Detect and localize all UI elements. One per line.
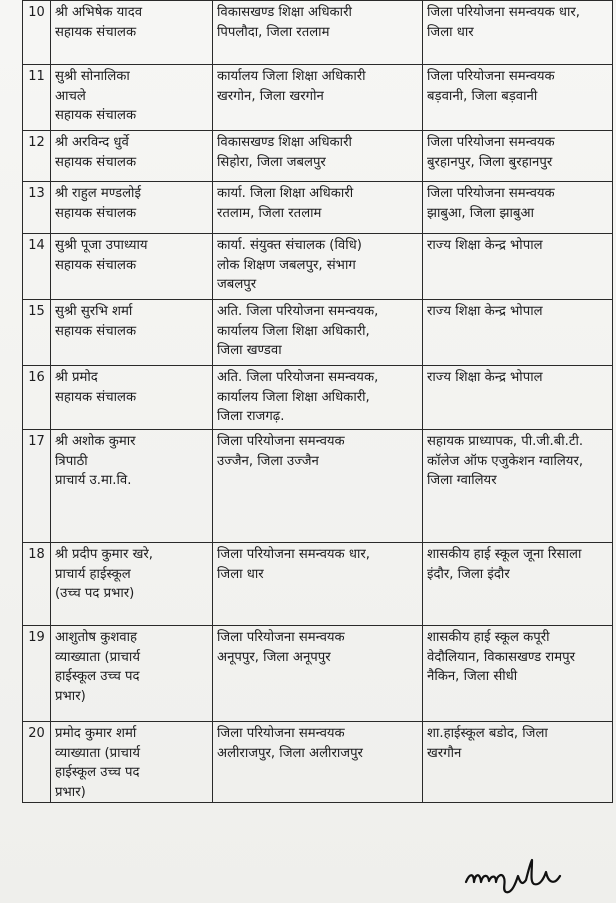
cell-text-line: जिला परियोजना समन्वयक धार,: [427, 5, 580, 20]
current-posting-cell: [213, 65, 423, 131]
cell-text-line: सहायक संचालक: [55, 323, 137, 339]
table-row: [23, 300, 613, 366]
cell-text-line: श्री अरविन्द धुर्वे: [55, 135, 129, 150]
cell-text-line: लोक शिक्षण जबलपुर, संभाग: [217, 257, 356, 273]
serial-number-cell: 19: [23, 626, 51, 722]
cell-text-line: बुरहानपुर, जिला बुरहानपुर: [427, 154, 553, 170]
current-posting-cell: [213, 131, 423, 182]
serial-number-cell: 18: [23, 543, 51, 626]
table-row: [23, 430, 613, 543]
cell-text-line: जिला धार: [217, 566, 264, 582]
cell-text-line: बड़वानी, जिला बड़वानी: [427, 88, 538, 104]
new-posting-cell: [423, 300, 613, 366]
table-row: [23, 182, 613, 234]
cell-text-line: जिला परियोजना समन्वयक: [427, 135, 555, 150]
cell-text-line: आशुतोष कुशवाह: [55, 630, 138, 645]
cell-text-line: जिला परियोजना समन्वयक: [217, 630, 345, 645]
serial-number-cell: 17: [23, 430, 51, 543]
cell-text-line: श्री प्रदीप कुमार खरे,: [55, 547, 153, 562]
cell-text-line: हाईस्कूल उच्च पद: [55, 765, 140, 780]
cell-text-line: श्री प्रमोद: [55, 370, 98, 385]
current-posting-cell: [213, 722, 423, 803]
cell-text-line: राज्य शिक्षा केन्द्र भोपाल: [427, 370, 543, 385]
cell-text-line: जिला ग्वालियर: [427, 473, 497, 488]
cell-text-line: विकासखण्ड शिक्षा अधिकारी: [217, 5, 352, 20]
cell-text-line: श्री राहुल मण्डलोई: [55, 186, 141, 201]
table-row: [23, 65, 613, 131]
cell-text-line: कार्यालय जिला शिक्षा अधिकारी,: [217, 389, 370, 405]
officer-name-cell: [51, 626, 213, 722]
current-posting-cell: [213, 366, 423, 430]
cell-text-line: सहायक प्राध्यापक, पी.जी.बी.टी.: [427, 434, 584, 449]
serial-number-cell: 11: [23, 65, 51, 131]
serial-number-cell: 10: [23, 1, 51, 65]
cell-text-line: खरगौन: [427, 745, 462, 761]
cell-text-line: झाबुआ, जिला झाबुआ: [427, 205, 534, 221]
officer-name-cell: [51, 131, 213, 182]
current-posting-cell: [213, 430, 423, 543]
cell-text-line: प्रभार): [55, 784, 86, 800]
cell-text-line: रतलाम, जिला रतलाम: [217, 205, 322, 221]
current-posting-cell: [213, 182, 423, 234]
table-row: [23, 543, 613, 626]
officer-name-cell: [51, 543, 213, 626]
cell-text-line: सुश्री पूजा उपाध्याय: [55, 238, 148, 253]
serial-number-cell: 20: [23, 722, 51, 803]
cell-text-line: व्याख्याता (प्राचार्य: [55, 649, 140, 665]
table-row: [23, 626, 613, 722]
serial-number-cell: 12: [23, 131, 51, 182]
cell-text-line: प्रभार): [55, 688, 86, 704]
cell-text-line: त्रिपाठी: [55, 453, 88, 469]
table-row: [23, 1, 613, 65]
cell-text-line: वेदौलियान, विकासखण्ड रामपुर: [427, 649, 575, 665]
cell-text-line: शासकीय हाई स्कूल जूना रिसाला: [427, 547, 582, 562]
cell-text-line: जिला परियोजना समन्वयक धार,: [217, 547, 370, 562]
officer-name-cell: [51, 234, 213, 300]
cell-text-line: प्राचार्य उ.मा.वि.: [55, 473, 132, 488]
cell-text-line: प्रमोद कुमार शर्मा: [55, 726, 137, 741]
officer-name-cell: [51, 722, 213, 803]
current-posting-cell: [213, 234, 423, 300]
cell-text-line: अति. जिला परियोजना समन्वयक,: [217, 304, 379, 319]
cell-text-line: जिला परियोजना समन्वयक: [217, 726, 345, 741]
cell-text-line: जिला परियोजना समन्वयक: [427, 69, 555, 84]
cell-text-line: आचले: [55, 88, 86, 104]
cell-text-line: सिहोरा, जिला जबलपुर: [217, 154, 326, 170]
cell-text-line: अलीराजपुर, जिला अलीराजपुर: [217, 745, 363, 761]
new-posting-cell: [423, 366, 613, 430]
current-posting-cell: [213, 626, 423, 722]
cell-text-line: जिला परियोजना समन्वयक: [217, 434, 345, 449]
cell-text-line: उज्जैन, जिला उज्जैन: [217, 453, 319, 469]
cell-text-line: कॉलेज ऑफ एजुकेशन ग्वालियर,: [427, 453, 584, 469]
cell-text-line: (उच्च पद प्रभार): [55, 586, 135, 601]
handwritten-signature: [462, 852, 572, 900]
cell-text-line: कार्यालय जिला शिक्षा अधिकारी,: [217, 323, 370, 339]
new-posting-cell: [423, 722, 613, 803]
cell-text-line: व्याख्याता (प्राचार्य: [55, 745, 140, 761]
table-row: [23, 722, 613, 803]
cell-text-line: राज्य शिक्षा केन्द्र भोपाल: [427, 238, 543, 253]
new-posting-cell: [423, 626, 613, 722]
cell-text-line: खरगोन, जिला खरगोन: [217, 88, 324, 104]
cell-text-line: सहायक संचालक: [55, 257, 137, 273]
officer-name-cell: [51, 1, 213, 65]
new-posting-cell: [423, 182, 613, 234]
new-posting-cell: [423, 430, 613, 543]
new-posting-cell: [423, 543, 613, 626]
cell-text-line: विकासखण्ड शिक्षा अधिकारी: [217, 135, 352, 150]
serial-number-cell: 16: [23, 366, 51, 430]
serial-number-cell: 13: [23, 182, 51, 234]
cell-text-line: सुश्री सुरभि शर्मा: [55, 304, 133, 319]
new-posting-cell: [423, 131, 613, 182]
serial-number-cell: 14: [23, 234, 51, 300]
cell-text-line: श्री अभिषेक यादव: [55, 5, 143, 20]
officer-name-cell: [51, 366, 213, 430]
cell-text-line: सहायक संचालक: [55, 154, 137, 170]
cell-text-line: सहायक संचालक: [55, 205, 137, 221]
cell-text-line: शा.हाईस्कूल बडोद, जिला: [427, 726, 548, 741]
cell-text-line: नैकिन, जिला सीधी: [427, 669, 518, 684]
current-posting-cell: [213, 1, 423, 65]
cell-text-line: सुश्री सोनालिका: [55, 69, 130, 84]
cell-text-line: हाईस्कूल उच्च पद: [55, 669, 140, 684]
transfer-table: [22, 0, 613, 803]
table-row: [23, 234, 613, 300]
table-row: [23, 131, 613, 182]
officer-name-cell: [51, 65, 213, 131]
cell-text-line: सहायक संचालक: [55, 24, 137, 40]
current-posting-cell: [213, 300, 423, 366]
cell-text-line: सहायक संचालक: [55, 389, 137, 405]
cell-text-line: सहायक संचालक: [55, 108, 137, 123]
cell-text-line: जिला परियोजना समन्वयक: [427, 186, 555, 201]
cell-text-line: अति. जिला परियोजना समन्वयक,: [217, 370, 379, 385]
cell-text-line: जिला धार: [427, 24, 474, 40]
cell-text-line: इंदौर, जिला इंदौर: [427, 566, 510, 582]
cell-text-line: जिला खण्डवा: [217, 343, 282, 358]
cell-text-line: कार्यालय जिला शिक्षा अधिकारी: [217, 69, 366, 84]
officer-name-cell: [51, 182, 213, 234]
new-posting-cell: [423, 234, 613, 300]
officer-name-cell: [51, 430, 213, 543]
new-posting-cell: [423, 65, 613, 131]
cell-text-line: कार्या. जिला शिक्षा अधिकारी: [217, 186, 354, 201]
cell-text-line: जिला राजगढ़.: [217, 409, 285, 424]
cell-text-line: अनूपपुर, जिला अनूपपुर: [217, 649, 331, 665]
officer-name-cell: [51, 300, 213, 366]
cell-text-line: जबलपुर: [217, 277, 257, 292]
current-posting-cell: [213, 543, 423, 626]
cell-text-line: कार्या. संयुक्त संचालक (विधि): [217, 238, 362, 253]
table-body: [23, 1, 613, 803]
cell-text-line: श्री अशोक कुमार: [55, 434, 136, 449]
new-posting-cell: [423, 1, 613, 65]
cell-text-line: राज्य शिक्षा केन्द्र भोपाल: [427, 304, 543, 319]
cell-text-line: शासकीय हाई स्कूल कपूरी: [427, 630, 550, 645]
cell-text-line: प्राचार्य हाईस्कूल: [55, 566, 131, 582]
cell-text-line: पिपलौदा, जिला रतलाम: [217, 24, 330, 40]
table-row: [23, 366, 613, 430]
serial-number-cell: 15: [23, 300, 51, 366]
